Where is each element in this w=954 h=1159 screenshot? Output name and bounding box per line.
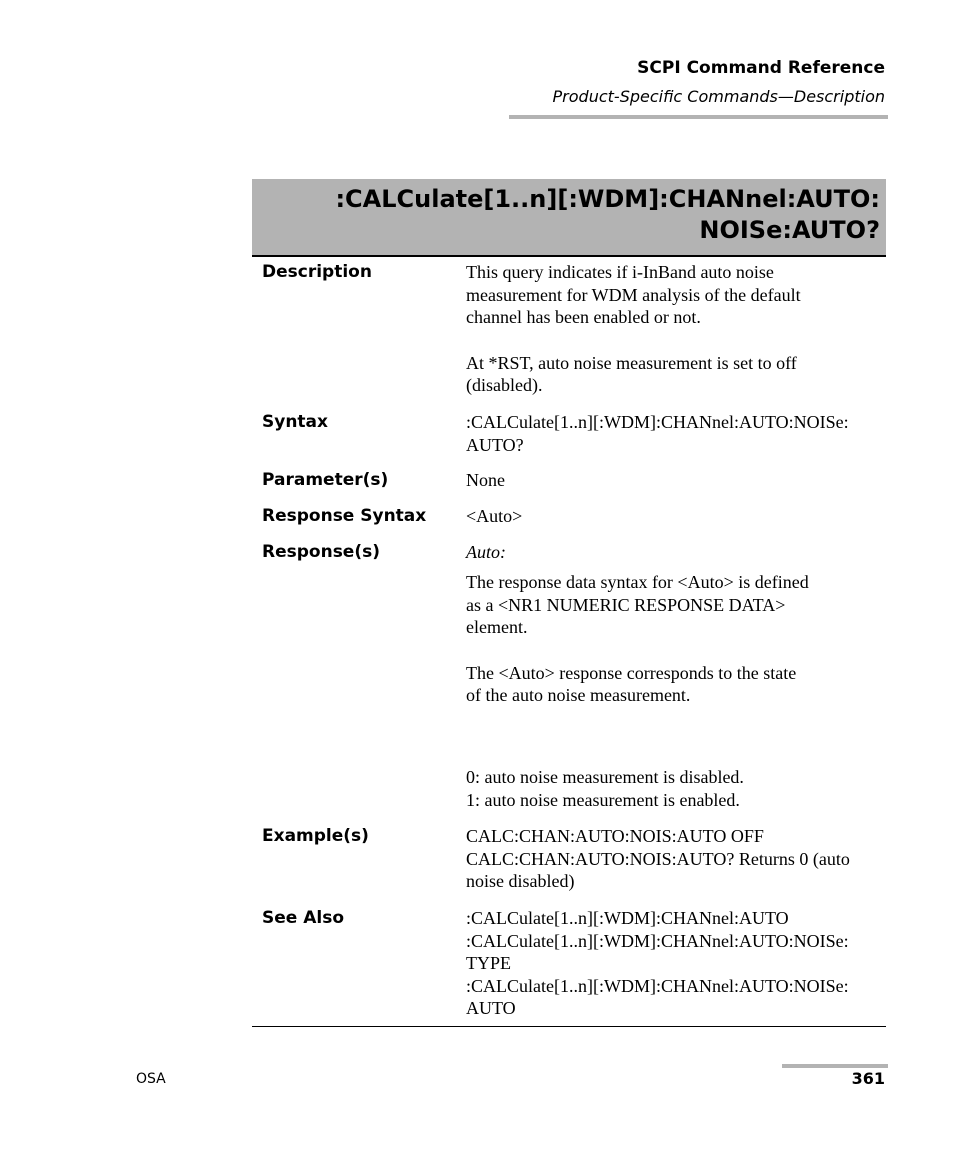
examples-line: CALC:CHAN:AUTO:NOIS:AUTO? Returns 0 (auto [466,848,850,869]
responses-line: 0: auto noise measurement is disabled. [466,767,744,787]
see-also-line: :CALCulate[1..n][:WDM]:CHANnel:AUTO:NOISe: [466,975,849,996]
command-title-band [252,179,886,257]
syntax-line: :CALCulate[1..n][:WDM]:CHANnel:AUTO:NOISe: [466,412,849,432]
description-line: measurement for WDM analysis of the default [466,284,801,305]
response-syntax-value: <Auto> [466,506,523,526]
see-also-line: :CALCulate[1..n][:WDM]:CHANnel:AUTO [466,908,789,928]
description-line: At *RST, auto noise measurement is set to off [466,352,797,373]
responses-values [466,766,886,811]
parameters-value: None [466,470,505,490]
description-line: channel has been enabled or not. [466,307,701,328]
response-syntax-label: Response Syntax [262,506,427,526]
running-header-title: SCPI Command Reference [637,58,885,78]
responses-label: Response(s) [262,542,380,562]
see-also-label: See Also [262,908,345,928]
responses-param-name: Auto: [466,542,506,562]
syntax-text [466,411,886,456]
examples-line: noise disabled) [466,871,575,892]
responses-line: element. [466,617,528,638]
description-line: (disabled). [466,375,543,396]
description-line: This query indicates if i-InBand auto noise [466,262,774,282]
table-bottom-rule [252,1026,886,1027]
see-also-line: :CALCulate[1..n][:WDM]:CHANnel:AUTO:NOISe: [466,930,849,951]
running-header-subtitle: Product-Specific Commands—Description [552,87,885,106]
command-title-line: NOISe:AUTO? [699,216,880,244]
responses-line: as a <NR1 NUMERIC RESPONSE DATA> [466,594,786,615]
responses-line: of the auto noise measurement. [466,685,691,706]
header-rule [509,115,888,119]
see-also-line: TYPE [466,953,511,974]
command-title [335,184,880,246]
parameters-label: Parameter(s) [262,470,389,490]
footer-product-name: OSA [136,1071,166,1087]
syntax-label: Syntax [262,412,328,432]
command-title-line: :CALCulate[1..n][:WDM]:CHANnel:AUTO: [335,185,880,213]
responses-text [466,571,886,707]
description-text [466,261,886,397]
examples-text [466,825,886,893]
description-label: Description [262,262,372,282]
see-also-line: AUTO [466,998,516,1019]
see-also-text [466,907,886,1020]
page-number: 361 [851,1069,885,1088]
responses-line: The <Auto> response corresponds to the state [466,662,797,683]
responses-line: 1: auto noise measurement is enabled. [466,789,740,810]
examples-label: Example(s) [262,826,369,846]
examples-line: CALC:CHAN:AUTO:NOIS:AUTO OFF [466,826,764,846]
responses-line: The response data syntax for <Auto> is defined [466,572,809,592]
footer-rule [782,1064,888,1068]
syntax-line: AUTO? [466,434,524,455]
